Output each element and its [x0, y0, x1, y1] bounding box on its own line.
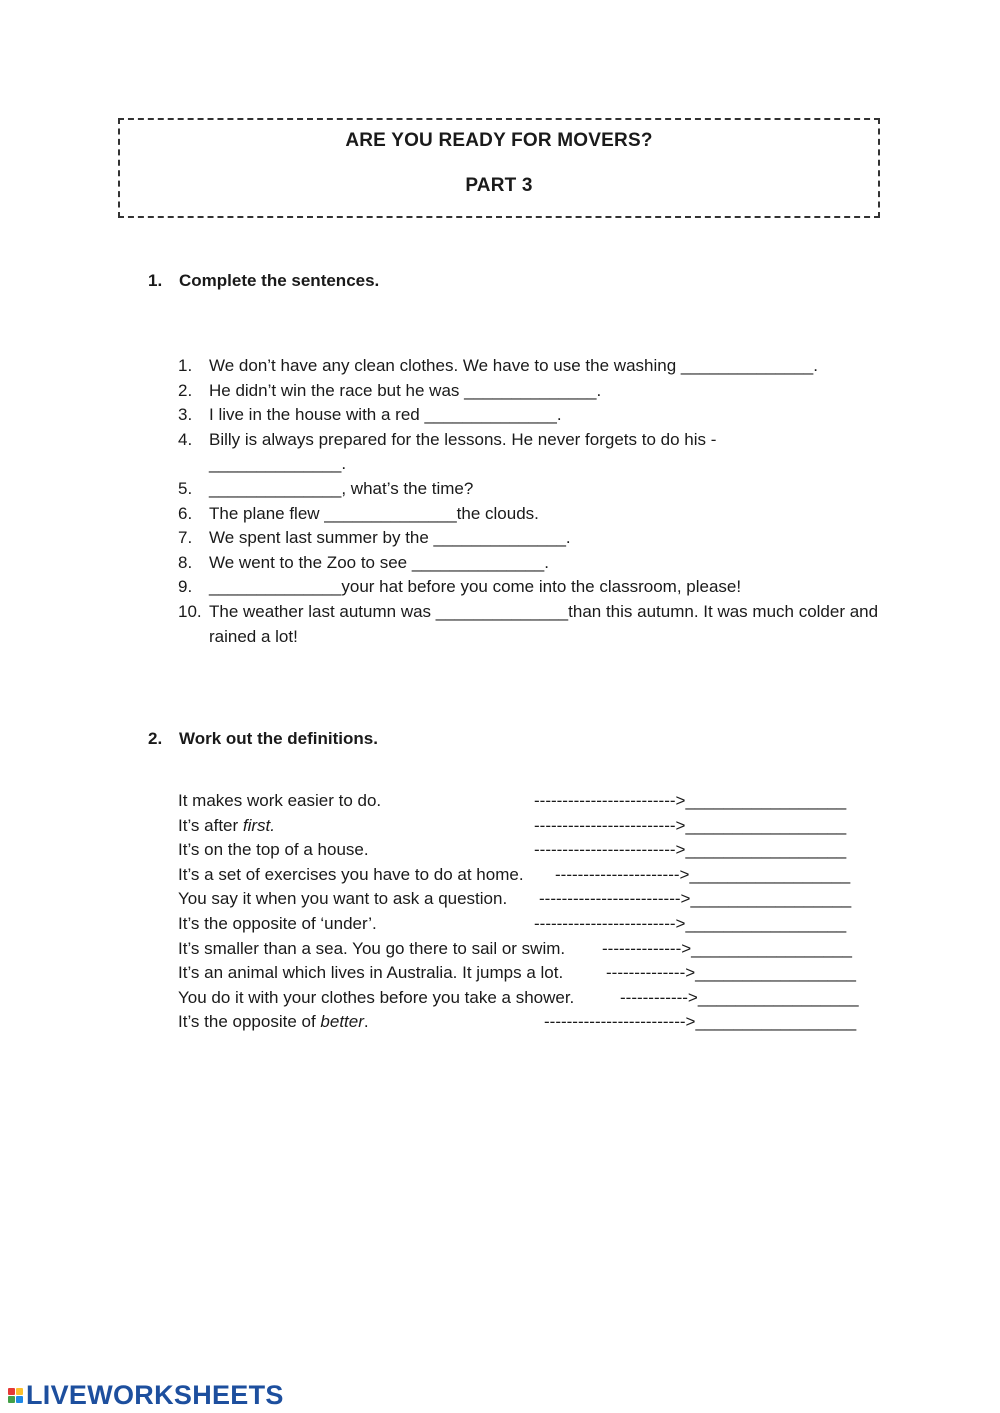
- sentence-number: 10.: [178, 601, 202, 621]
- sentence-text: ______________your hat before you come into the classroom, please!: [209, 577, 742, 597]
- definition-row: [178, 789, 898, 814]
- definition-clue: It’s the opposite of ‘under’.: [178, 913, 377, 933]
- sentence-item: [178, 551, 878, 576]
- title-box: [118, 118, 880, 218]
- answer-line: ------------------------->_________________: [539, 889, 852, 909]
- definition-list: [178, 789, 898, 1035]
- logo-mark-icon: [8, 1388, 23, 1403]
- worksheet-title: ARE YOU READY FOR MOVERS?: [345, 130, 653, 151]
- section1-heading: [148, 271, 379, 291]
- definition-row: [178, 961, 898, 986]
- definition-clue: It’s on the top of a house.: [178, 840, 369, 860]
- sentence-item: [178, 526, 878, 551]
- answer-line: ------------------------->_________________: [534, 840, 847, 860]
- definition-clue: It’s after first.: [178, 815, 275, 835]
- sentence-item: [178, 379, 878, 404]
- definition-clue: It makes work easier to do.: [178, 791, 382, 810]
- answer-line: ---------------------->_________________: [555, 864, 851, 884]
- definition-row: [178, 1010, 898, 1035]
- answer-line: ------------>_________________: [620, 987, 859, 1007]
- definition-row: [178, 887, 898, 912]
- definition-clue: You say it when you want to ask a question.: [178, 889, 508, 909]
- section1-title: Complete the sentences.: [179, 271, 380, 290]
- sentence-text: The weather last autumn was ______________than this autumn. It was much colder and rained a lot!: [209, 601, 883, 646]
- definition-row: [178, 814, 898, 839]
- sentence-list: [178, 354, 883, 649]
- section2-number: 2.: [148, 729, 163, 748]
- definition-clue: It’s a set of exercises you have to do at home.: [178, 864, 524, 884]
- sentence-number: 1.: [178, 356, 193, 375]
- definition-clue: It’s an animal which lives in Australia. It jumps a lot.: [178, 963, 564, 983]
- sentence-text: We don’t have any clean clothes. We have to use the washing ______________.: [209, 356, 818, 375]
- sentence-item: [178, 502, 878, 527]
- section2-title: Work out the definitions.: [179, 729, 378, 748]
- answer-line: ------------------------->_________________: [534, 913, 847, 933]
- definition-row: [178, 863, 898, 888]
- sentence-number: 8.: [178, 552, 193, 572]
- sentence-number: 4.: [178, 429, 193, 449]
- definition-row: [178, 937, 898, 962]
- sentence-item: [178, 428, 789, 477]
- answer-line: ------------------------->_________________: [544, 1012, 857, 1032]
- answer-line: ------------------------->_________________: [534, 815, 847, 835]
- definition-row: [178, 838, 898, 863]
- sentence-text: He didn’t win the race but he was ______________.: [209, 380, 602, 400]
- logo-square: [16, 1396, 23, 1403]
- sentence-number: 7.: [178, 528, 193, 548]
- answer-line: -------------->_________________: [602, 938, 852, 958]
- sentence-number: 2.: [178, 380, 193, 400]
- part-label: PART 3: [465, 175, 533, 196]
- sentence-item: [178, 477, 878, 502]
- sentence-number: 6.: [178, 503, 193, 523]
- sentence-text: Billy is always prepared for the lessons. He never forgets to do his - ______________.: [209, 429, 722, 474]
- section1-number: 1.: [148, 271, 163, 290]
- sentence-text: We spent last summer by the ______________.: [209, 528, 571, 548]
- definition-clue: It’s smaller than a sea. You go there to sail or swim.: [178, 938, 566, 958]
- definition-row: [178, 912, 898, 937]
- answer-line: -------------->_________________: [606, 963, 856, 983]
- definition-clue: You do it with your clothes before you take a shower.: [178, 987, 575, 1007]
- definition-row: [178, 986, 898, 1011]
- answer-line: ------------------------->_________________: [534, 791, 847, 810]
- logo-square: [16, 1388, 23, 1395]
- logo-text: LIVEWORKSHEETS: [26, 1379, 284, 1410]
- logo-square: [8, 1388, 15, 1395]
- sentence-number: 9.: [178, 577, 193, 597]
- definition-clue: It’s the opposite of better.: [178, 1012, 369, 1032]
- sentence-text: We went to the Zoo to see ______________.: [209, 552, 549, 572]
- sentence-item: [178, 600, 889, 649]
- section2-heading: [148, 729, 378, 749]
- sentence-text: The plane flew ______________the clouds.: [209, 503, 539, 523]
- liveworksheets-logo: [8, 1380, 284, 1410]
- sentence-number: 3.: [178, 405, 193, 425]
- logo-square: [8, 1396, 15, 1403]
- sentence-text: ______________, what’s the time?: [209, 478, 474, 498]
- sentence-number: 5.: [178, 478, 193, 498]
- sentence-item: [178, 575, 878, 600]
- sentence-item: [178, 403, 878, 428]
- sentence-text: I live in the house with a red ______________.: [209, 405, 562, 425]
- sentence-item: [178, 354, 878, 379]
